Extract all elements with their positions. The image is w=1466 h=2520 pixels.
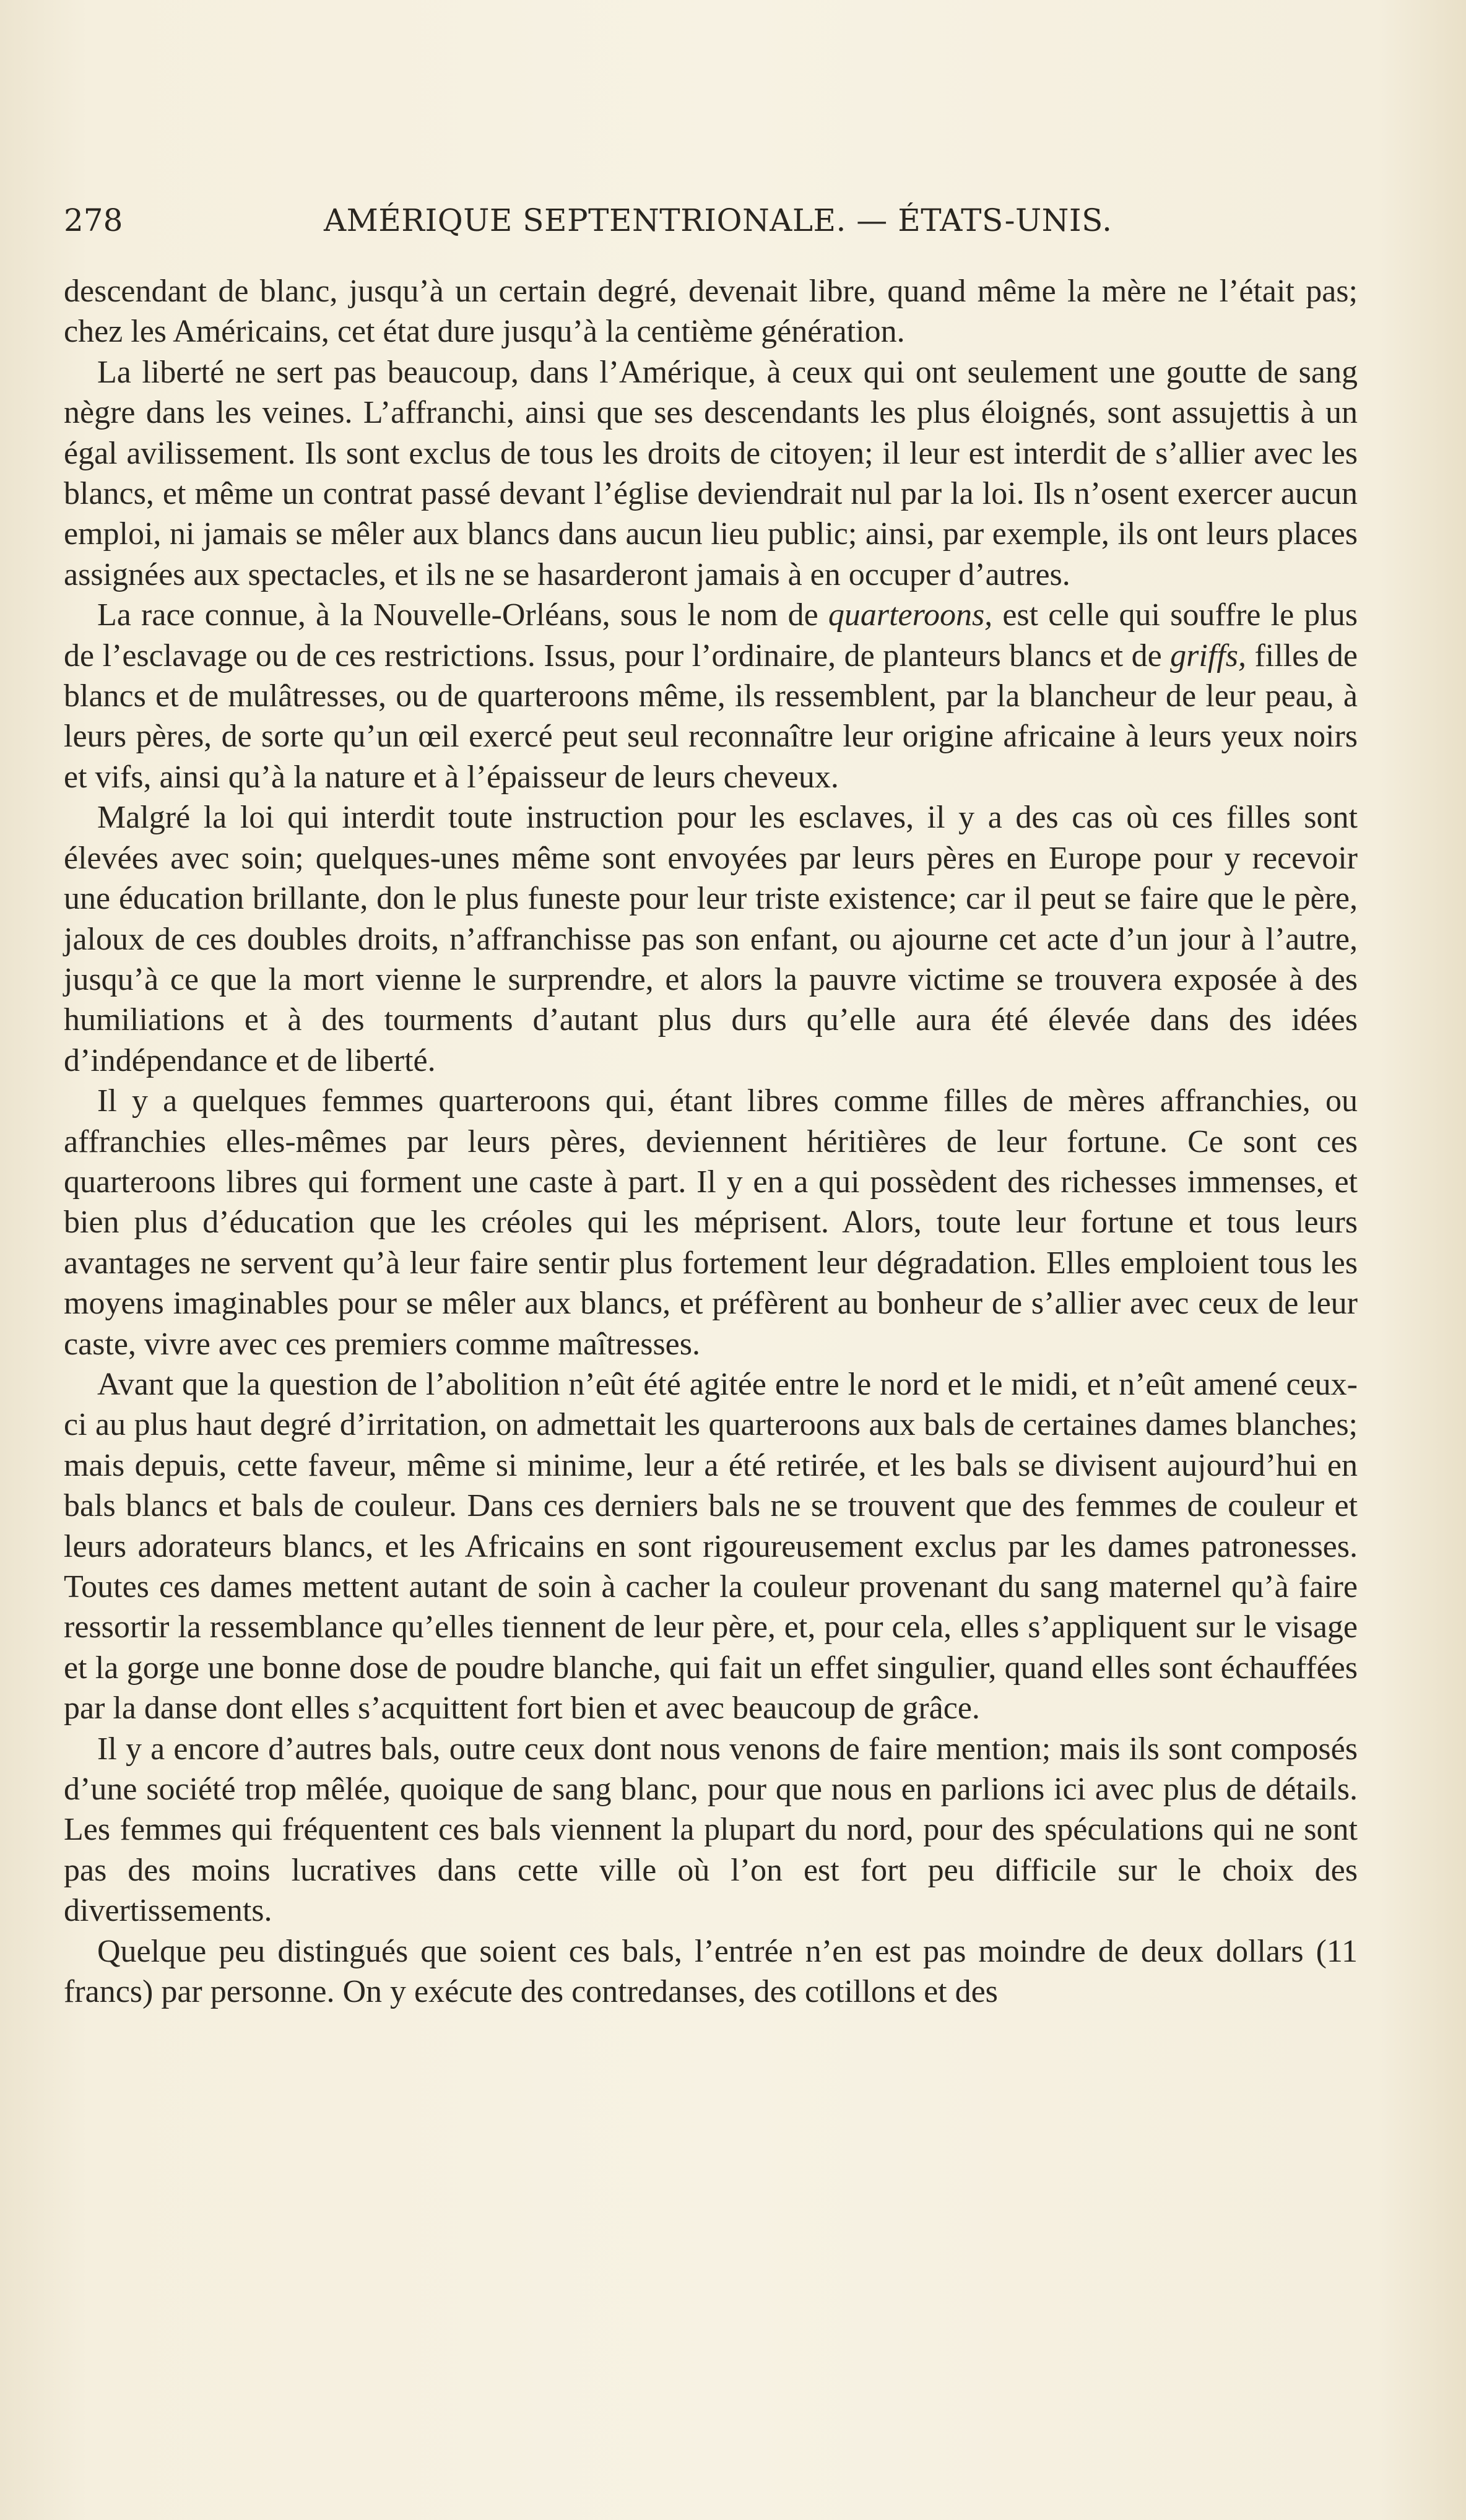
running-head: AMÉRIQUE SEPTENTRIONALE. — ÉTATS-UNIS. <box>324 202 1113 238</box>
paragraph <box>64 797 1358 1081</box>
paragraph <box>64 1364 1358 1729</box>
text-segment: Malgré la loi qui interdit toute instruction pour les esclaves, il y a des cas où ces filles sont élevées avec soin; quelques-unes même sont envoyées par leurs pères en Europe pour y recevoir une éducation brillante, don le plus funeste pour leur triste existence; car il peut se faire que le père, jaloux de ces doubles droits, n’affranchisse pas son enfant, ou ajourne cet acte d’un jour à l’autre, jusqu’à ce que la mort vienne le surprendre, et alors la pauvre victime se trouvera exposée à des humiliations et à des tourments d’autant plus durs qu’elle aura été élevée dans des idées d’indépendance et de liberté. <box>64 800 1358 1078</box>
text-segment: descendant de blanc, jusqu’à un certain degré, devenait libre, quand même la mère ne l’était pas; chez les Américains, cet état dure jusqu’à la centième génération. <box>64 274 1358 350</box>
text-segment: Quelque peu distingués que soient ces bals, l’entrée n’en est pas moindre de deux dollars (11 francs) par personne. On y exécute des contredanses, des cotillons et des <box>64 1933 1358 2010</box>
italic-term: quarteroons, <box>828 597 993 633</box>
text-segment: Il y a encore d’autres bals, outre ceux dont nous venons de faire mention; mais ils sont composés d’une société trop mêlée, quoique de sang blanc, pour que nous en parlions ici avec plus de détails. Les femmes qui fréquentent ces bals viennent la plupart du nord, pour des spéculations qui ne sont pas des moins lucratives dans cette ville où l’on est fort peu difficile sur le choix des divertissements. <box>64 1731 1358 1929</box>
paragraph <box>64 352 1358 595</box>
page-number: 278 <box>64 202 123 238</box>
italic-term: griffs, <box>1170 638 1246 673</box>
text-segment: filles de blancs et de mulâtresses, ou de quarteroons même, ils ressemblent, par la blancheur de leur peau, à leurs pères, de sorte qu’un œil exercé peut seul reconnaître leur origine africaine à leurs yeux noirs et vifs, ainsi qu’à la nature et à l’épaisseur de leurs cheveux. <box>64 638 1358 795</box>
body-text <box>64 271 1358 2012</box>
paragraph <box>64 1081 1358 1364</box>
paragraph <box>64 1931 1358 2012</box>
paragraph <box>64 595 1358 797</box>
text-segment: est celle qui souffre le plus de l’esclavage ou de ces restrictions. Issus, pour l’ordinaire, de planteurs blancs et de <box>64 597 1358 673</box>
text-segment: La liberté ne sert pas beaucoup, dans l’Amérique, à ceux qui ont seulement une goutte de sang nègre dans les veines. L’affranchi, ainsi que ses descendants les plus éloignés, sont assujettis à un égal avilissement. Ils sont exclus de tous les droits de citoyen; il leur est interdit de s’allier avec les blancs, et même un contrat passé devant l’église deviendrait nul par la loi. Ils n’osent exercer aucun emploi, ni jamais se mêler aux blancs dans aucun lieu public; ainsi, par exemple, ils ont leurs places assignées aux spectacles, et ils ne se hasarderont jamais à en occuper d’autres. <box>64 354 1358 592</box>
paragraph <box>64 1729 1358 1931</box>
text-segment: Avant que la question de l’abolition n’eût été agitée entre le nord et le midi, et n’eût amené ceux-ci au plus haut degré d’irritation, on admettait les quarteroons aux bals de certaines dames blanches; mais depuis, cette faveur, même si minime, leur a été retirée, et les bals se divisent aujourd’hui en bals blancs et bals de couleur. Dans ces derniers bals ne se trouvent que des femmes de couleur et leurs adorateurs blancs, et les Africains en sont rigoureusement exclus par les dames patronesses. Toutes ces dames mettent autant de soin à cacher la couleur provenant du sang maternel qu’à faire ressortir la ressemblance qu’elles tiennent de leur père, et, pour cela, elles s’appliquent sur le visage et la gorge une bonne dose de poudre blanche, qui fait un effet singulier, quand elles sont échauffées par la danse dont elles s’acquittent fort bien et avec beaucoup de grâce. <box>64 1366 1358 1726</box>
text-segment: La race connue, à la Nouvelle-Orléans, sous le nom de <box>97 597 828 633</box>
paragraph <box>64 271 1358 352</box>
text-segment: Il y a quelques femmes quarteroons qui, étant libres comme filles de mères affranchies, ou affranchies elles-mêmes par leurs pères, deviennent héritières de leur fortune. Ce sont ces quarteroons libres qui forment une caste à part. Il y en a qui possèdent des richesses immenses, et bien plus d’éducation que les créoles qui les méprisent. Alors, toute leur fortune et tous leurs avantages ne servent qu’à leur faire sentir plus fortement leur dégradation. Elles emploient tous les moyens imaginables pour se mêler aux blancs, et préfèrent au bonheur de s’allier avec ceux de leur caste, vivre avec ces premiers comme maîtresses. <box>64 1083 1358 1362</box>
page-header <box>64 197 1358 244</box>
